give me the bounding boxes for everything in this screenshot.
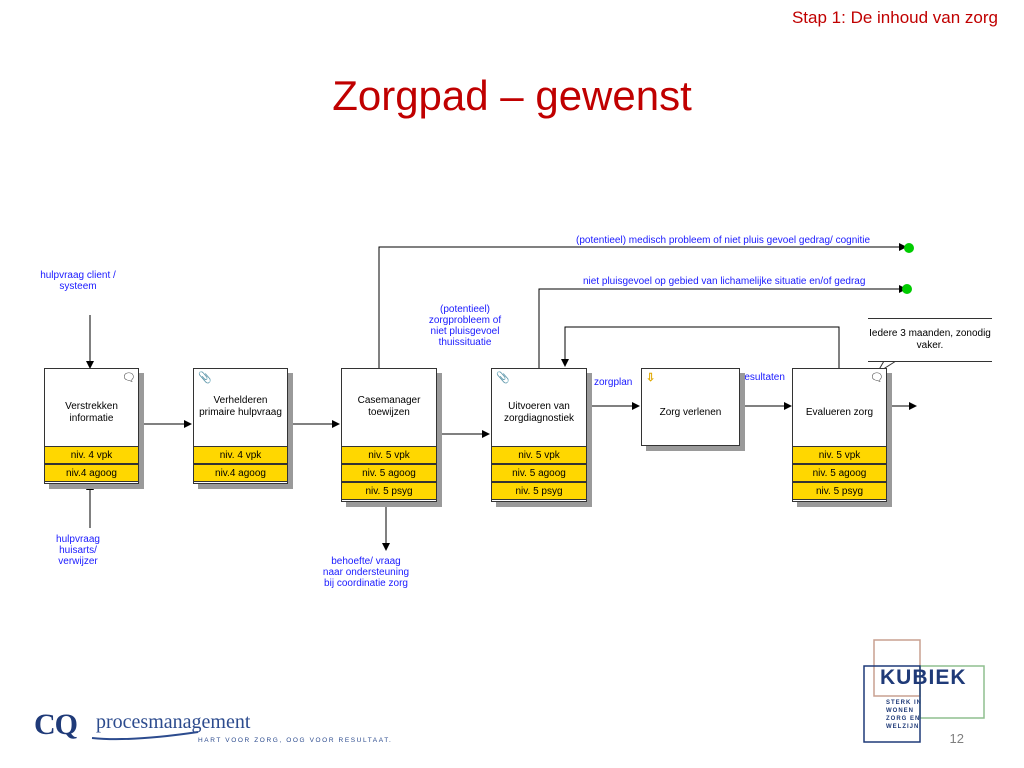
input-coordination-label: behoefte/ vraag naar ondersteuning bij coordinatie zorg <box>322 556 410 589</box>
flow-resultaten-label: resultaten <box>741 372 785 383</box>
level-row: niv.4 agoog <box>193 464 288 482</box>
page-title: Zorgpad – gewenst <box>332 72 692 119</box>
flow-zorgplan-label: zorgplan <box>594 377 633 388</box>
input-referrer-label: hulpvraag huisarts/ verwijzer <box>56 534 100 567</box>
evaluation-note: Iedere 3 maanden, zonodig vaker. <box>868 318 992 362</box>
level-row: niv. 5 psyg <box>491 482 587 500</box>
input-problem-label: (potentieel) zorgprobleem of niet pluisgevoel thuissituatie <box>428 304 502 348</box>
paperclip-icon: 📎 <box>198 372 212 384</box>
level-row: niv.4 agoog <box>44 464 139 482</box>
tagline: HART VOOR ZORG, OOG VOOR RESULTAAT. <box>198 737 393 744</box>
level-row: niv. 5 agoog <box>491 464 587 482</box>
step-label: Stap 1: De inhoud van zorg <box>791 8 998 27</box>
logo-swoosh <box>90 728 200 742</box>
step-evalueren-zorg <box>792 368 887 502</box>
step-name: Verstrekken informatie <box>65 401 118 424</box>
procesmanagement-logo-text: procesmanagement <box>96 711 251 733</box>
step-casemanager-toewijzen <box>341 368 437 502</box>
endpoint-medical <box>904 243 914 253</box>
step-verstrekken-informatie <box>44 368 139 484</box>
page-number: 12 <box>949 731 964 746</box>
level-row: niv. 5 agoog <box>792 464 887 482</box>
comment-icon: 🗨 <box>122 372 136 384</box>
down-arrow-icon: ⇩ <box>646 372 656 384</box>
level-row: niv. 5 psyg <box>341 482 437 500</box>
endpoint-physical <box>902 284 912 294</box>
level-row: niv. 5 vpk <box>341 446 437 464</box>
level-row: niv. 5 agoog <box>341 464 437 482</box>
kubiek-logo-frame <box>862 638 992 748</box>
step-name: Evalueren zorg <box>805 407 874 418</box>
step-name: Zorg verlenen <box>659 407 722 418</box>
level-row: niv. 4 vpk <box>44 446 139 464</box>
flow-physical-label: niet pluisgevoel op gebied van lichamelijke situatie en/of gedrag <box>583 276 866 287</box>
input-client-label: hulpvraag client / systeem <box>40 270 116 292</box>
step-uitvoeren-zorgdiagnostiek <box>491 368 587 502</box>
level-row: niv. 5 vpk <box>792 446 887 464</box>
step-name: Casemanager toewijzen <box>357 395 421 418</box>
kubiek-logo-text: KUBIEK <box>880 666 967 689</box>
cq-logo: CQ <box>34 708 77 741</box>
step-zorg-verlenen <box>641 368 740 446</box>
step-verhelderen-hulpvraag <box>193 368 288 484</box>
level-row: niv. 5 psyg <box>792 482 887 500</box>
flow-medical-label: (potentieel) medisch probleem of niet pluis gevoel gedrag/ cognitie <box>576 235 871 246</box>
level-row: niv. 5 vpk <box>491 446 587 464</box>
paperclip-icon: 📎 <box>496 372 510 384</box>
step-name: Verhelderen primaire hulpvraag <box>199 395 282 418</box>
comment-icon: 🗨 <box>870 372 884 384</box>
step-name: Uitvoeren van zorgdiagnostiek <box>503 401 575 424</box>
level-row: niv. 4 vpk <box>193 446 288 464</box>
kubiek-slogan: STERK IN WONEN ZORG EN WELZIJN <box>886 700 923 730</box>
